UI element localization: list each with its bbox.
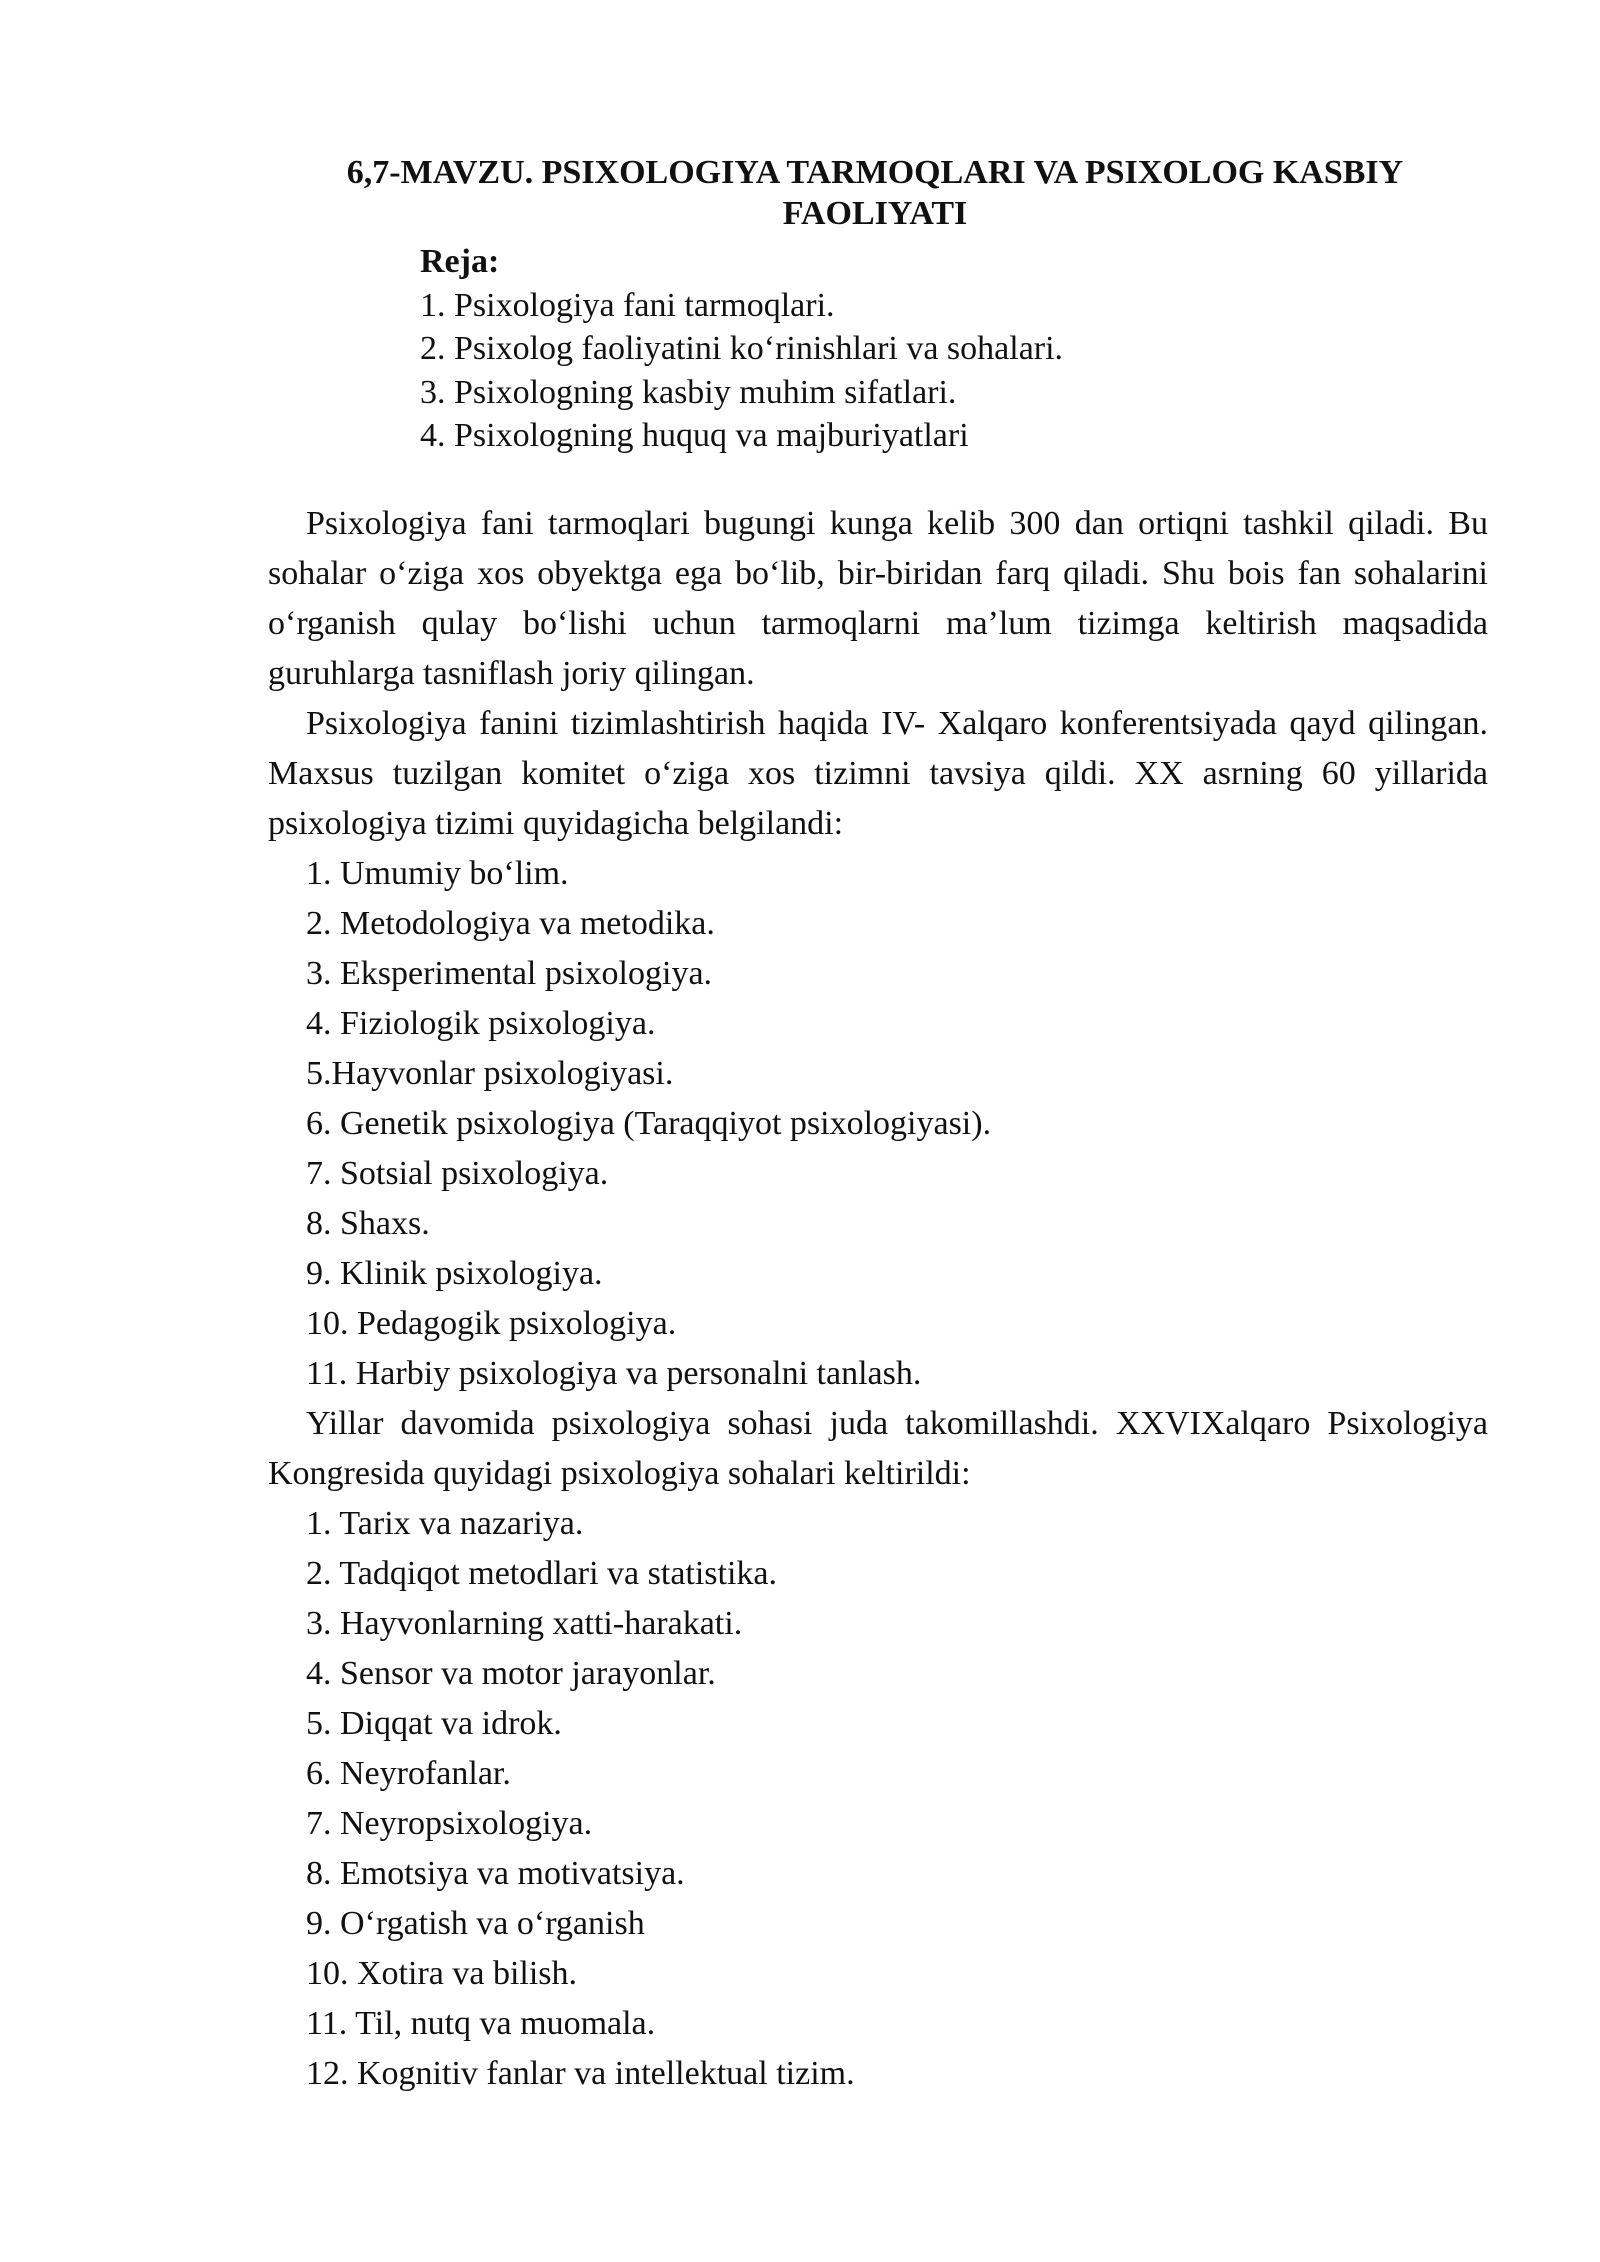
document-body bbox=[268, 499, 1488, 2099]
list-item: 5.Hayvonlar psixologiyasi. bbox=[306, 1055, 674, 1092]
list-item: 11. Til, nutq va muomala. bbox=[306, 2005, 656, 2042]
paragraph: Psixologiya fani tarmoqlari bugungi kunga kelib 300 dan ortiqni tashkil qiladi. Bu sohalar o‘ziga xos obyektga ega bo‘lib, bir-biridan farq qiladi. Shu bois fan sohalarini o‘rganish qulay bo‘lishi uchun tarmoqlarni ma’lum tizimga keltirish maqsadida guruhlarga tasniflash joriy qilingan. bbox=[268, 505, 1488, 692]
list-item: 7. Sotsial psixologiya. bbox=[306, 1155, 609, 1192]
plan-item: 3. Psixologning kasbiy muhim sifatlari. bbox=[420, 373, 957, 411]
plan-item: 2. Psixolog faoliyatini ko‘rinishlari va sohalari. bbox=[420, 330, 1064, 367]
page-title: 6,7-MAVZU. PSIXOLOGIYA TARMOQLARI VA PSIXOLOG KASBIY FAOLIYATI bbox=[346, 154, 1404, 232]
list-item: 5. Diqqat va idrok. bbox=[306, 1705, 562, 1742]
list-item: 12. Kognitiv fanlar va intellektual tizim. bbox=[306, 2055, 855, 2092]
list-item: 6. Genetik psixologiya (Taraqqiyot psixologiyasi). bbox=[306, 1105, 992, 1142]
list-item: 10. Xotira va bilish. bbox=[306, 1955, 578, 1992]
plan-item: 1. Psixologiya fani tarmoqlari. bbox=[420, 286, 835, 324]
paragraph: Psixologiya fanini tizimlashtirish haqida IV- Xalqaro konferentsiyada qayd qilingan. Maxsus tuzilgan komitet o‘ziga xos tizimni tavsiya qildi. XX asrning 60 yillarida psixologiya tizimi quyidagicha belgilandi: bbox=[268, 705, 1488, 842]
list-item: 9. O‘rgatish va o‘rganish bbox=[306, 1905, 645, 1942]
list-item: 1. Tarix va nazariya. bbox=[306, 1505, 584, 1542]
list-item: 11. Harbiy psixologiya va personalni tanlash. bbox=[306, 1355, 922, 1392]
plan-block bbox=[420, 240, 1063, 458]
list-item: 9. Klinik psixologiya. bbox=[306, 1255, 603, 1292]
paragraph: Yillar davomida psixologiya sohasi juda takomillashdi. XXVIXalqaro Psixologiya Kongresida quyidagi psixologiya sohalari keltirildi: bbox=[268, 1405, 1488, 1492]
list-item: 3. Eksperimental psixologiya. bbox=[306, 955, 713, 992]
plan-heading: Reja: bbox=[420, 243, 500, 280]
list-item: 6. Neyrofanlar. bbox=[306, 1755, 511, 1792]
list-item: 8. Emotsiya va motivatsiya. bbox=[306, 1855, 685, 1892]
list-item: 3. Hayvonlarning xatti-harakati. bbox=[306, 1605, 743, 1642]
list-item: 10. Pedagogik psixologiya. bbox=[306, 1305, 677, 1342]
list-item: 4. Fiziologik psixologiya. bbox=[306, 1005, 656, 1042]
plan-item: 4. Psixologning huquq va majburiyatlari bbox=[420, 417, 969, 454]
system-list bbox=[268, 849, 1488, 1399]
list-item: 2. Tadqiqot metodlari va statistika. bbox=[306, 1555, 778, 1592]
list-item: 8. Shaxs. bbox=[306, 1205, 430, 1242]
congress-list bbox=[268, 1499, 1488, 2099]
list-item: 4. Sensor va motor jarayonlar. bbox=[306, 1655, 716, 1692]
list-item: 1. Umumiy bo‘lim. bbox=[306, 855, 569, 892]
list-item: 2. Metodologiya va metodika. bbox=[306, 905, 715, 942]
list-item: 7. Neyropsixologiya. bbox=[306, 1805, 593, 1842]
